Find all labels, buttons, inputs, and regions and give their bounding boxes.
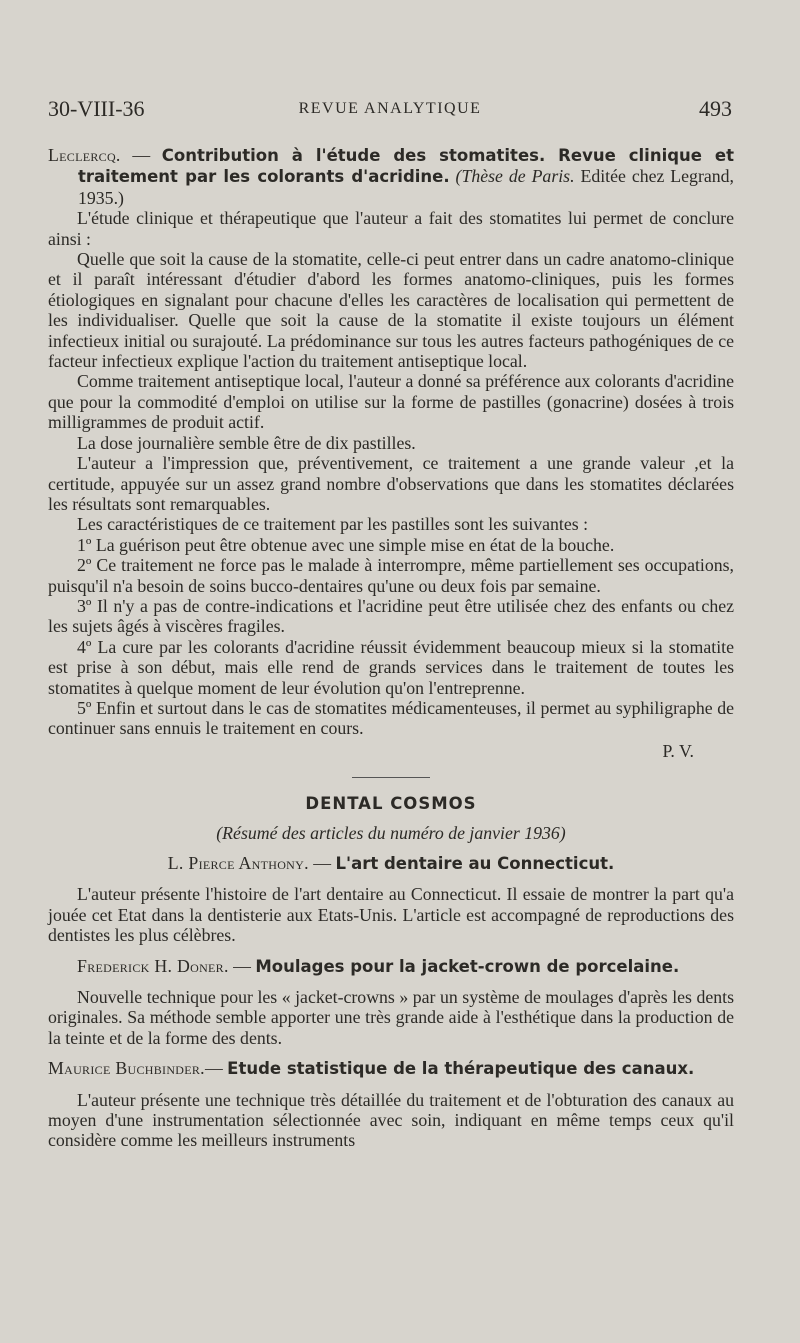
article-1-list-item: 4º La cure par les colorants d'acridine réussit évidemment beaucoup mieux si la stomatite est prise à son début, mais elle rend de grands services dans le traitement de toutes les stomatites à quelque moment de leur évolution qu'on l'entreprenne. [48,636,734,698]
article-1-signature: P. V. [662,740,694,761]
article-4-author: Maurice Buchbinder. [48,1058,205,1079]
article-1-paragraph: Quelle que soit la cause de la stomatite, celle-ci peut entrer dans un cadre anatomo-clinique et il paraît intéressant d'étudier d'abord les formes anatomo-cliniques, puis les formes étiologiques en signalant pour chacune d'elles les caractères de localisation qui permettent de les individualiser. Quelle que soit la cause de la stomatite il existe toujours un élément infectieux initial ou surajouté. La prédominance sur tous les autres facteurs pathogéniques de ce facteur infectieux explique l'action du traitement antiseptique local. [48,249,734,372]
article-4-title: Etude statistique de la thérapeutique des canaux. [227,1059,695,1079]
section-subtitle: (Résumé des articles du numéro de janvier 1936) [216,822,566,843]
article-3-title: Moulages pour la jacket-crown de porcelaine. [255,956,680,976]
article-1-list-item: 1º La guérison peut être obtenue avec une simple mise en état de la bouche. [77,534,615,555]
issue-date: 30-VIII-36 [48,96,145,121]
article-4-dash: — [204,1058,228,1079]
article-4-body: L'auteur présente une technique très détaillée du traitement et de l'obturation des canaux au moyen d'une instrumentation sélectionnée avec soin, indiquant en même temps ceux qu'il considère comme les meilleurs instruments [48,1089,734,1151]
article-1-dash: — [120,145,162,165]
article-2-dash: — [308,853,336,873]
article-3-heading [48,956,734,977]
article-4-heading [48,1058,734,1079]
page-number: 493 [699,96,732,121]
article-1-source: (Thèse de Paris. [455,166,575,187]
article-2-author: L. Pierce Anthony. [167,853,309,873]
article-2-title: L'art dentaire au Connecticut. [335,854,615,873]
section-divider [352,777,430,778]
article-1-paragraph: Comme traitement antiseptique local, l'auteur a donné sa préférence aux colorants d'acridine que pour la commodité d'emploi on utilise sur la forme de pastilles (gonacrine) dosées à trois milligrammes de produit actif. [48,371,734,433]
article-1-list-item: 5º Enfin et surtout dans le cas de stomatites médicamenteuses, il permet au syphiligraphe de continuer sans ennuis le traitement en cours. [48,697,734,739]
article-1-editor: Editée chez Legrand, 1935.) [78,166,734,208]
article-3-body: Nouvelle technique pour les « jacket-crowns » par un système de moulages d'après les dents originales. Sa méthode semble apporter une très grande aide à l'esthétique dans la production de la teinte et de la forme des dents. [48,987,734,1048]
article-1-author: Leclercq. [48,145,121,165]
article-1-paragraph: Les caractéristiques de ce traitement par les pastilles sont les suivantes : [77,514,589,535]
article-3-author: Frederick H. Doner. [77,955,229,976]
article-1-paragraph: L'étude clinique et thérapeutique que l'auteur a fait des stomatites lui permet de conclure ainsi : [48,208,734,249]
journal-title: REVUE ANALYTIQUE [298,100,482,117]
article-1-paragraph: L'auteur a l'impression que, préventivement, ce traitement a une grande valeur ,et la certitude, appuyée sur un assez grand nombre d'observations que dans les stomatites déclarées les résultats sont remarquables. [48,453,734,514]
article-3-dash: — [228,955,256,976]
article-1-title: Contribution à l'étude des stomatites. Revue clinique et traitement par les colorants d'acridine. [78,146,734,187]
body-text [48,145,734,1151]
article-1-heading [48,145,734,208]
article-2-heading [48,853,734,874]
article-1-paragraph: La dose journalière semble être de dix pastilles. [77,432,416,453]
article-1-list-item: 2º Ce traitement ne force pas le malade à interrompre, même partiellement ses occupations, puisqu'il n'a besoin de soins bucco-dentaires qu'une ou deux fois par semaine. [48,555,734,596]
article-2-body: L'auteur présente l'histoire de l'art dentaire au Connecticut. Il essaie de montrer la part qu'a jouée cet Etat dans la dentisterie aux Etats-Unis. L'article est accompagné de reproductions des dentistes les plus célèbres. [48,884,734,946]
article-1-list-item: 3º Il n'y a pas de contre-indications et l'acridine peut être utilisée chez des enfants ou chez les sujets âgés à viscères fragiles. [48,595,734,637]
section-title: DENTAL COSMOS [305,794,477,814]
